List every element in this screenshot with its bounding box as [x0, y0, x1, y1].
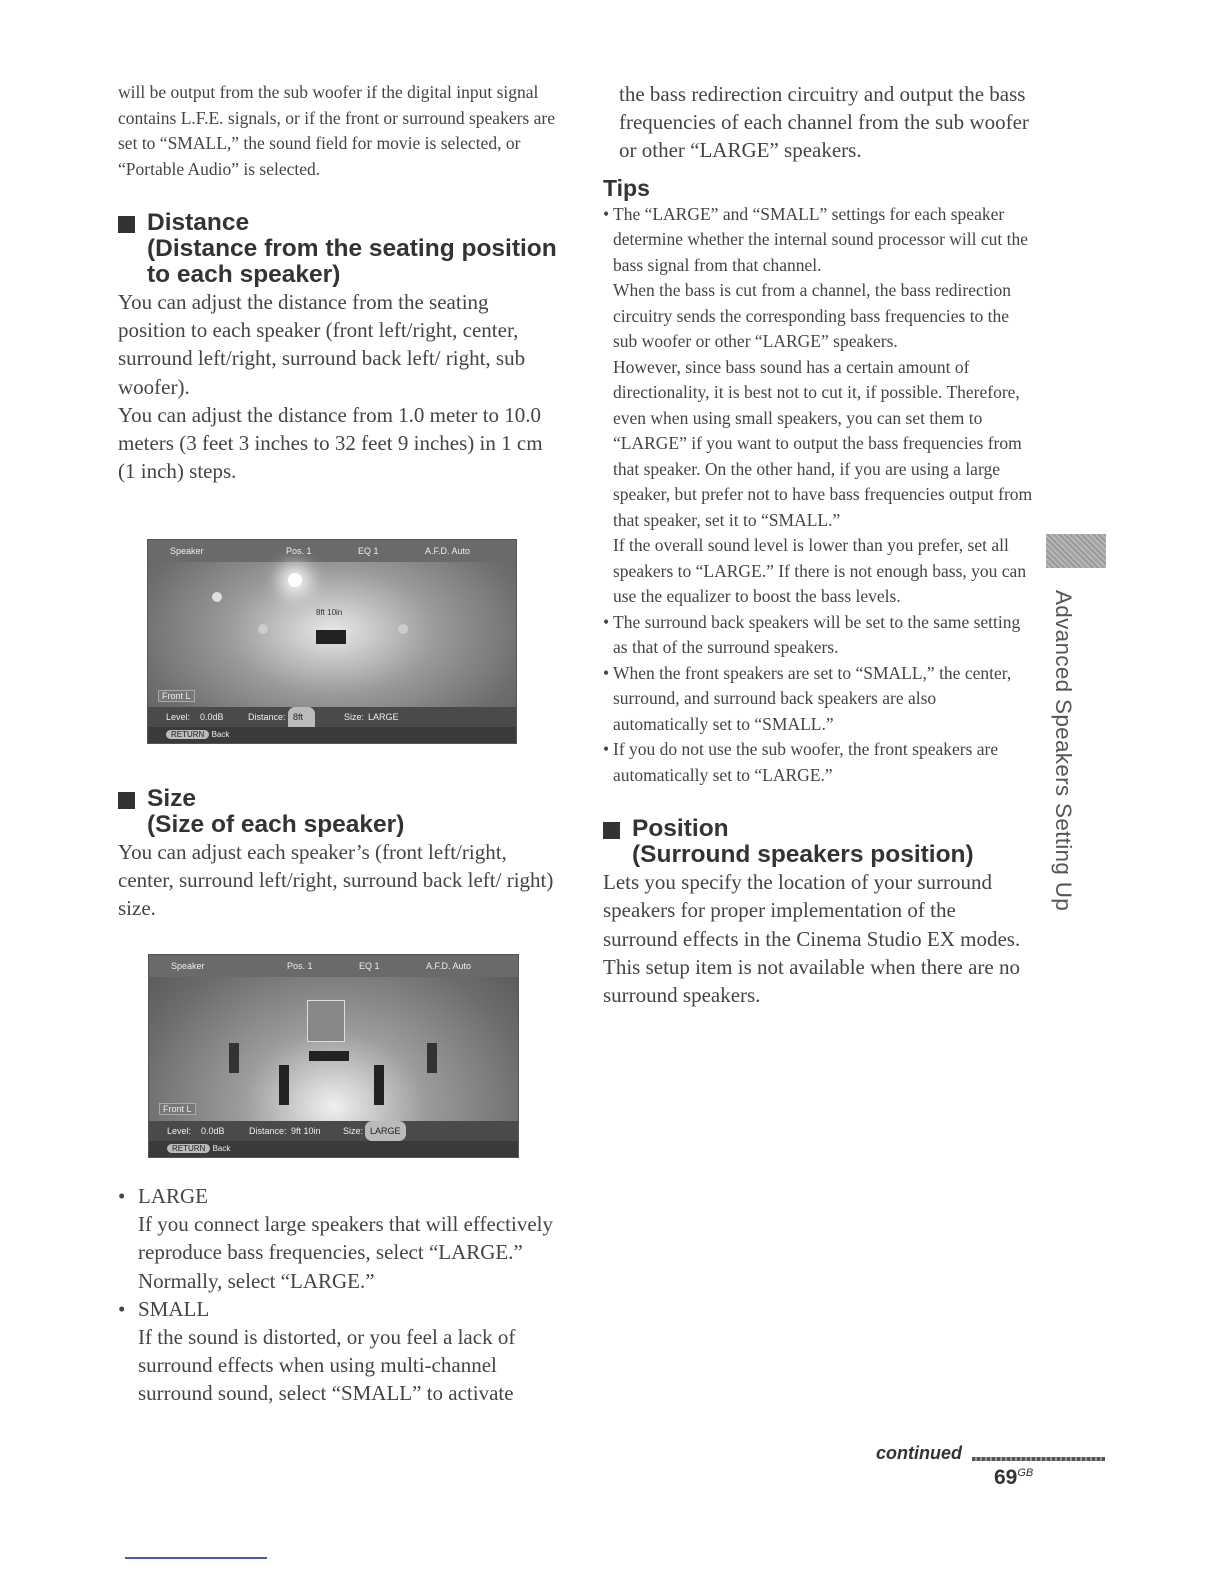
position-heading: Position (Surround speakers position)	[603, 816, 1033, 868]
right-column	[603, 80, 1033, 1009]
speaker-tower-icon	[229, 1043, 239, 1073]
continued-rule	[972, 1457, 1105, 1461]
continued-paragraph: the bass redirection circuitry and output the bass frequencies of each channel from the sub woofer or other “LARGE” speakers.	[619, 82, 1029, 163]
screen-status-bar: Level: 0.0dB Distance: 9ft 10in Size: LARGE	[149, 1121, 518, 1141]
option-title: SMALL	[138, 1296, 210, 1321]
distance-value-pill[interactable]: 8ft	[288, 707, 315, 744]
distance-heading: Distance (Distance from the seating position to each speaker)	[118, 210, 558, 288]
tv-screen-icon	[307, 1000, 345, 1042]
option-title: LARGE	[138, 1184, 208, 1208]
speaker-tower-icon	[427, 1043, 437, 1073]
option-description: If you connect large speakers that will effectively reproduce bass frequencies, select “LARGE.” Normally, select “LARGE.”	[138, 1212, 553, 1293]
speaker-tower-icon	[374, 1065, 384, 1105]
distance-screenshot	[147, 539, 517, 744]
continued-label: continued	[876, 1443, 962, 1463]
screen-return-bar: RETURN Back	[149, 1141, 518, 1157]
distance-paragraph-1: You can adjust the distance from the seating position to each speaker (front left/right, center, surround left/right, surround back left/ right, sub woofer).	[118, 290, 526, 399]
screen-top-bar: Speaker Pos. 1 EQ 1 A.F.D. Auto	[148, 540, 516, 562]
screen-return-bar: RETURN Back	[148, 727, 516, 743]
size-screenshot	[148, 954, 519, 1158]
heading-square-icon	[118, 216, 135, 233]
return-button[interactable]: RETURN	[167, 1144, 210, 1153]
speaker-dot-icon	[258, 624, 268, 634]
left-column	[118, 80, 558, 485]
size-paragraph: You can adjust each speaker’s (front left/right, center, surround left/right, surround back left/ right) size.	[118, 840, 554, 921]
tip-item: • The surround back speakers will be set to the same setting as that of the surround speakers.	[603, 611, 1021, 658]
intro-text: will be output from the sub woofer if the digital input signal contains L.F.E. signals, or if the front or surround speakers are set to “SMALL,” the sound field for movie is selected, or “Portable Audio” is selected.	[118, 82, 555, 179]
front-speaker-tag: Front L	[159, 1103, 196, 1115]
speaker-dot-icon	[212, 592, 222, 602]
tip-item: • The “LARGE” and “SMALL” settings for each speaker determine whether the internal sound processor will cut the bass signal from that channel. When the bass is cut from a channel, the bass redirection circuitry sends the corresponding bass frequencies to the sub woofer or other “LARGE” speakers. However, since bass sound has a certain amount of directionality, it is best not to cut it, if possible. Therefore, even when using small speakers, you can set them to “LARGE” if you want to output the bass frequencies from that speaker. On the other hand, if you are using a large speaker, but prefer not to have bass frequencies output from that speaker, set it to “SMALL.” If the overall sound level is lower than you prefer, set all speakers to “LARGE.” If there is not enough bass, you can use the equalizer to boost the bass levels.	[603, 203, 1033, 607]
heading-square-icon	[118, 792, 135, 809]
size-value-pill[interactable]: LARGE	[365, 1121, 406, 1141]
page-number: $69^{GB}$	[994, 1466, 1034, 1489]
tips-title: Tips	[603, 174, 650, 201]
screen-menu-label: Speaker	[171, 961, 205, 971]
size-subheading: (Size of each speaker)	[147, 811, 405, 838]
section-side-title: Advanced Speakers Setting Up	[1051, 590, 1076, 912]
speaker-dot-icon	[398, 624, 408, 634]
footer-rule	[125, 1557, 267, 1559]
size-options-list	[118, 1182, 558, 1408]
section-tab-marker	[1046, 534, 1106, 568]
tip-item: • When the front speakers are set to “SMALL,” the center, surround, and surround back speakers are also automatically set to “SMALL.”	[603, 662, 1012, 734]
heading-square-icon	[603, 822, 620, 839]
position-paragraph: Lets you specify the location of your surround speakers for proper implementation of the surround effects in the Cinema Studio EX modes. This setup item is not available when there are no surround speakers.	[603, 870, 1021, 1007]
size-heading: Size (Size of each speaker)	[118, 786, 558, 838]
list-item: • LARGE If you connect large speakers that will effectively reproduce bass frequencies, select “LARGE.” Normally, select “LARGE.”	[118, 1182, 558, 1295]
front-speaker-tag: Front L	[158, 690, 195, 702]
listener-icon	[288, 573, 302, 587]
tip-item: • If you do not use the sub woofer, the front speakers are automatically set to “LARGE.”	[603, 739, 999, 785]
list-item: • SMALL If the sound is distorted, or you feel a lack of surround effects when using multi-channel surround sound, select “SMALL” to activate	[118, 1295, 558, 1408]
screen-menu-label: Speaker	[170, 546, 204, 556]
center-speaker-icon	[309, 1051, 349, 1061]
center-speaker-icon	[316, 630, 346, 644]
size-section	[118, 786, 558, 923]
position-subheading: (Surround speakers position)	[632, 841, 974, 869]
distance-paragraph-2: You can adjust the distance from 1.0 meter to 10.0 meters (3 feet 3 inches to 32 feet 9 inches) in 1 cm (1 inch) steps.	[118, 402, 543, 484]
screen-top-bar: Speaker Pos. 1 EQ 1 A.F.D. Auto	[149, 955, 518, 977]
distance-value-overlay: 8ft 10in	[316, 608, 343, 617]
speaker-tower-icon	[279, 1065, 289, 1105]
screen-status-bar: Level: 0.0dB Distance: 8ft Size: LARGE	[148, 707, 516, 727]
option-description: If the sound is distorted, or you feel a lack of surround effects when using multi-channel surround sound, select “SMALL” to activate	[138, 1325, 516, 1406]
return-button[interactable]: RETURN	[166, 730, 209, 739]
distance-subheading: (Distance from the seating position to each speaker)	[147, 235, 557, 288]
